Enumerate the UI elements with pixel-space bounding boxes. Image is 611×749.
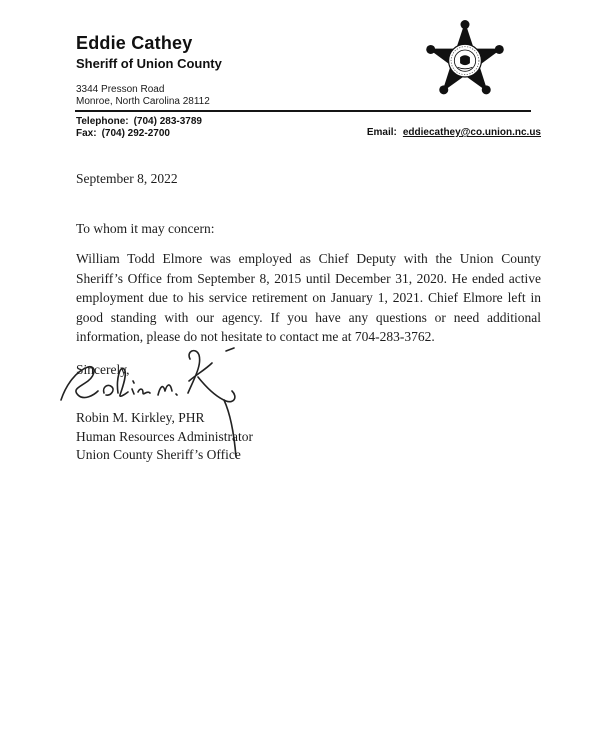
signer-org: Union County Sheriff’s Office (76, 447, 241, 462)
email-line (367, 127, 541, 138)
letter-date: September 8, 2022 (76, 171, 178, 186)
sender-title: Sheriff of Union County (76, 56, 222, 71)
address-line-1: 3344 Presson Road (76, 84, 165, 95)
telephone-label: Telephone: (76, 116, 129, 127)
salutation: To whom it may concern: (76, 221, 215, 236)
signer-name: Robin M. Kirkley, PHR (76, 410, 205, 425)
closing: Sincerely, (76, 362, 130, 377)
body-paragraph: William Todd Elmore was employed as Chief Deputy with the Union County Sheriff’s Office from September 8, 2015 until December 31, 2020. He ended active employment due to his service retirement on January 1, 2021. Chief Elmore left in good standing with our agency. If you have any questions or need additional information, please do not hesitate to contact me at 704-283-3762. (76, 251, 541, 344)
sheriff-star-icon (424, 13, 506, 105)
fax-value: (704) 292-2700 (101, 128, 170, 139)
telephone-value: (704) 283-3789 (133, 116, 202, 127)
signature-block (76, 409, 253, 465)
fax-line (76, 128, 202, 140)
email-label: Email: (366, 127, 397, 138)
letterhead-divider (75, 110, 531, 112)
fax-label: Fax: (76, 128, 97, 139)
email-link[interactable]: eddiecathey@co.union.nc.us (402, 127, 541, 138)
sender-name: Eddie Cathey (76, 33, 193, 53)
phone-block (76, 116, 202, 140)
signer-title: Human Resources Administrator (76, 428, 253, 444)
telephone-line (76, 116, 202, 128)
address-line-2: Monroe, North Carolina 28112 (76, 96, 210, 107)
sender-address (76, 84, 210, 108)
